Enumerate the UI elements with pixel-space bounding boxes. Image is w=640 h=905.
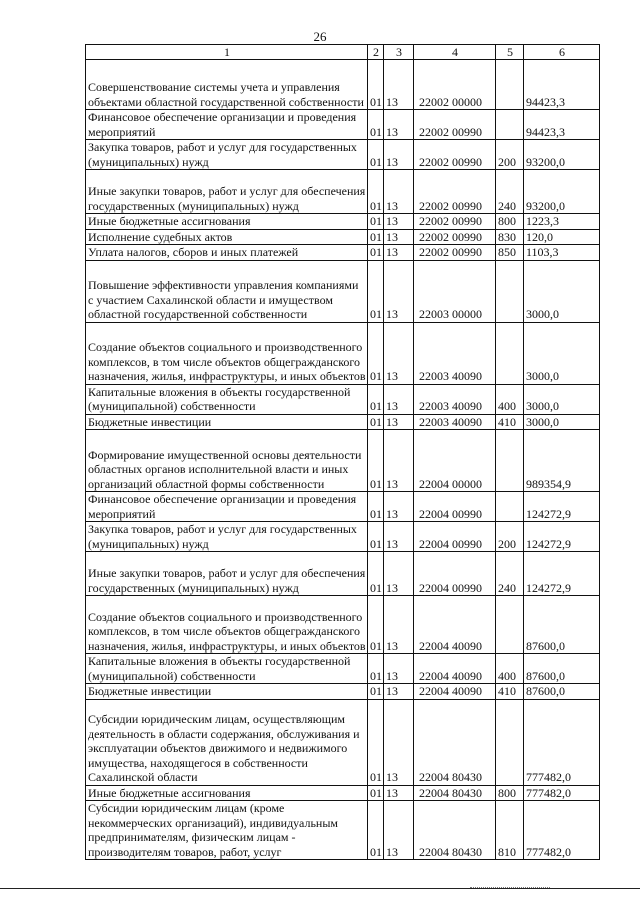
row-amount: 777482,0: [524, 801, 600, 860]
row-section-code: 01: [368, 414, 384, 430]
row-target-article-code: 22002 00990: [414, 229, 496, 245]
column-header: 3: [384, 45, 414, 60]
row-target-article-code: 22004 80430: [414, 785, 496, 801]
row-expense-type-code: 400: [496, 654, 524, 684]
row-expense-type-code: 400: [496, 384, 524, 414]
row-name: Субсидии юридическим лицам, осуществляющим деятельность в области содержания, обслуживания и эксплуатации объектов движимого и недвижимого имущества, находящегося в собственности Сахалинской области: [86, 699, 368, 785]
row-section-code: 01: [368, 214, 384, 230]
row-section-code: 01: [368, 492, 384, 522]
column-header: 5: [496, 45, 524, 60]
row-subsection-code: 13: [384, 60, 414, 110]
row-subsection-code: 13: [384, 140, 414, 170]
row-section-code: 01: [368, 430, 384, 492]
table-row: [86, 214, 600, 230]
row-name: Бюджетные инвестиции: [86, 684, 368, 700]
row-target-article-code: 22003 40090: [414, 414, 496, 430]
row-name: Иные закупки товаров, работ и услуг для обеспечения государственных (муниципальных) нужд: [86, 170, 368, 214]
row-section-code: 01: [368, 322, 384, 384]
row-subsection-code: 13: [384, 214, 414, 230]
row-expense-type-code: [496, 60, 524, 110]
row-subsection-code: 13: [384, 110, 414, 140]
row-amount: 3000,0: [524, 260, 600, 322]
row-section-code: 01: [368, 684, 384, 700]
row-amount: 3000,0: [524, 414, 600, 430]
row-target-article-code: 22004 40090: [414, 654, 496, 684]
row-expense-type-code: 800: [496, 214, 524, 230]
row-name: Создание объектов социального и производственного комплексов, в том числе объектов общегражданского назначения, жилья, инфраструктуры, и иных объектов: [86, 322, 368, 384]
row-target-article-code: 22004 00990: [414, 522, 496, 552]
row-target-article-code: 22002 00000: [414, 60, 496, 110]
row-name: Создание объектов социального и производственного комплексов, в том числе объектов общегражданского назначения, жилья, инфраструктуры, и иных объектов: [86, 596, 368, 654]
row-target-article-code: 22004 00990: [414, 492, 496, 522]
table-row: [86, 140, 600, 170]
row-subsection-code: 13: [384, 322, 414, 384]
row-subsection-code: 13: [384, 684, 414, 700]
row-section-code: 01: [368, 522, 384, 552]
row-expense-type-code: 200: [496, 140, 524, 170]
row-subsection-code: 13: [384, 552, 414, 596]
table-row: [86, 430, 600, 492]
table-body: [86, 60, 600, 860]
row-section-code: 01: [368, 552, 384, 596]
row-amount: 120,0: [524, 229, 600, 245]
table-row: [86, 110, 600, 140]
column-header: 4: [414, 45, 496, 60]
row-amount: 777482,0: [524, 785, 600, 801]
row-amount: 124272,9: [524, 552, 600, 596]
row-subsection-code: 13: [384, 245, 414, 261]
row-name: Бюджетные инвестиции: [86, 414, 368, 430]
row-name: Совершенствование системы учета и управления объектами областной государственной собственности: [86, 60, 368, 110]
table-header-row: [86, 45, 600, 60]
row-name: Закупка товаров, работ и услуг для государственных (муниципальных) нужд: [86, 522, 368, 552]
table-row: [86, 60, 600, 110]
row-name: Уплата налогов, сборов и иных платежей: [86, 245, 368, 261]
table-row: [86, 260, 600, 322]
row-amount: 87600,0: [524, 596, 600, 654]
row-expense-type-code: 410: [496, 414, 524, 430]
row-target-article-code: 22004 80430: [414, 699, 496, 785]
row-target-article-code: 22002 00990: [414, 140, 496, 170]
row-section-code: 01: [368, 60, 384, 110]
row-subsection-code: 13: [384, 384, 414, 414]
row-expense-type-code: 410: [496, 684, 524, 700]
table-row: [86, 596, 600, 654]
row-expense-type-code: 240: [496, 552, 524, 596]
row-section-code: 01: [368, 260, 384, 322]
row-expense-type-code: 850: [496, 245, 524, 261]
table-row: [86, 492, 600, 522]
row-section-code: 01: [368, 785, 384, 801]
row-target-article-code: 22003 40090: [414, 384, 496, 414]
row-expense-type-code: [496, 430, 524, 492]
row-subsection-code: 13: [384, 170, 414, 214]
row-amount: 989354,9: [524, 430, 600, 492]
row-section-code: 01: [368, 384, 384, 414]
page-number: 26: [313, 29, 327, 44]
row-amount: 1103,3: [524, 245, 600, 261]
row-subsection-code: 13: [384, 414, 414, 430]
table-row: [86, 384, 600, 414]
row-expense-type-code: 800: [496, 785, 524, 801]
row-name: Формирование имущественной основы деятельности областных органов исполнительной власти и иных организаций областной формы собственности: [86, 430, 368, 492]
row-amount: 87600,0: [524, 654, 600, 684]
row-section-code: 01: [368, 245, 384, 261]
table-row: [86, 801, 600, 860]
row-amount: 124272,9: [524, 522, 600, 552]
table-row: [86, 229, 600, 245]
row-amount: 94423,3: [524, 60, 600, 110]
row-target-article-code: 22003 00000: [414, 260, 496, 322]
row-target-article-code: 22004 00000: [414, 430, 496, 492]
row-expense-type-code: 240: [496, 170, 524, 214]
row-section-code: 01: [368, 801, 384, 860]
table-row: [86, 522, 600, 552]
row-target-article-code: 22004 40090: [414, 596, 496, 654]
row-expense-type-code: [496, 322, 524, 384]
row-subsection-code: 13: [384, 596, 414, 654]
row-expense-type-code: [496, 110, 524, 140]
scan-artifact: [470, 881, 550, 888]
row-amount: 3000,0: [524, 322, 600, 384]
row-expense-type-code: [496, 596, 524, 654]
row-amount: 93200,0: [524, 140, 600, 170]
row-target-article-code: 22004 40090: [414, 684, 496, 700]
table-row: [86, 654, 600, 684]
table-row: [86, 699, 600, 785]
table-row: [86, 552, 600, 596]
row-amount: 3000,0: [524, 384, 600, 414]
row-amount: 777482,0: [524, 699, 600, 785]
row-name: Иные закупки товаров, работ и услуг для обеспечения государственных (муниципальных) нужд: [86, 552, 368, 596]
row-subsection-code: 13: [384, 229, 414, 245]
row-subsection-code: 13: [384, 492, 414, 522]
row-expense-type-code: 200: [496, 522, 524, 552]
row-subsection-code: 13: [384, 522, 414, 552]
column-header: 2: [368, 45, 384, 60]
row-name: Иные бюджетные ассигнования: [86, 785, 368, 801]
row-section-code: 01: [368, 140, 384, 170]
table-row: [86, 785, 600, 801]
row-expense-type-code: 830: [496, 229, 524, 245]
row-expense-type-code: [496, 260, 524, 322]
row-section-code: 01: [368, 596, 384, 654]
row-section-code: 01: [368, 699, 384, 785]
row-expense-type-code: [496, 492, 524, 522]
row-target-article-code: 22002 00990: [414, 245, 496, 261]
row-amount: 93200,0: [524, 170, 600, 214]
row-target-article-code: 22002 00990: [414, 214, 496, 230]
row-amount: 124272,9: [524, 492, 600, 522]
page-bottom-rule: [0, 888, 640, 889]
row-subsection-code: 13: [384, 801, 414, 860]
row-subsection-code: 13: [384, 430, 414, 492]
row-name: Исполнение судебных актов: [86, 229, 368, 245]
row-section-code: 01: [368, 654, 384, 684]
table-row: [86, 170, 600, 214]
row-name: Закупка товаров, работ и услуг для государственных (муниципальных) нужд: [86, 140, 368, 170]
row-section-code: 01: [368, 229, 384, 245]
row-amount: 94423,3: [524, 110, 600, 140]
row-name: Капитальные вложения в объекты государственной (муниципальной) собственности: [86, 654, 368, 684]
column-header: 1: [86, 45, 368, 60]
row-subsection-code: 13: [384, 699, 414, 785]
row-target-article-code: 22003 40090: [414, 322, 496, 384]
row-section-code: 01: [368, 110, 384, 140]
table-row: [86, 322, 600, 384]
row-name: Капитальные вложения в объекты государственной (муниципальной) собственности: [86, 384, 368, 414]
table-row: [86, 245, 600, 261]
row-name: Субсидии юридическим лицам (кроме некоммерческих организаций), индивидуальным предпринимателям, физическим лицам - производителям товаров, работ, услуг: [86, 801, 368, 860]
row-name: Иные бюджетные ассигнования: [86, 214, 368, 230]
row-target-article-code: 22002 00990: [414, 110, 496, 140]
budget-table: [85, 44, 600, 860]
row-subsection-code: 13: [384, 654, 414, 684]
row-target-article-code: 22004 00990: [414, 552, 496, 596]
row-expense-type-code: [496, 699, 524, 785]
row-amount: 1223,3: [524, 214, 600, 230]
row-section-code: 01: [368, 170, 384, 214]
row-subsection-code: 13: [384, 785, 414, 801]
table-row: [86, 414, 600, 430]
row-amount: 87600,0: [524, 684, 600, 700]
row-subsection-code: 13: [384, 260, 414, 322]
table-row: [86, 684, 600, 700]
row-name: Финансовое обеспечение организации и проведения мероприятий: [86, 110, 368, 140]
row-expense-type-code: 810: [496, 801, 524, 860]
row-target-article-code: 22004 80430: [414, 801, 496, 860]
row-name: Финансовое обеспечение организации и проведения мероприятий: [86, 492, 368, 522]
column-header: 6: [524, 45, 600, 60]
row-target-article-code: 22002 00990: [414, 170, 496, 214]
row-name: Повышение эффективности управления компаниями с участием Сахалинской области и имуществом областной государственной собственности: [86, 260, 368, 322]
